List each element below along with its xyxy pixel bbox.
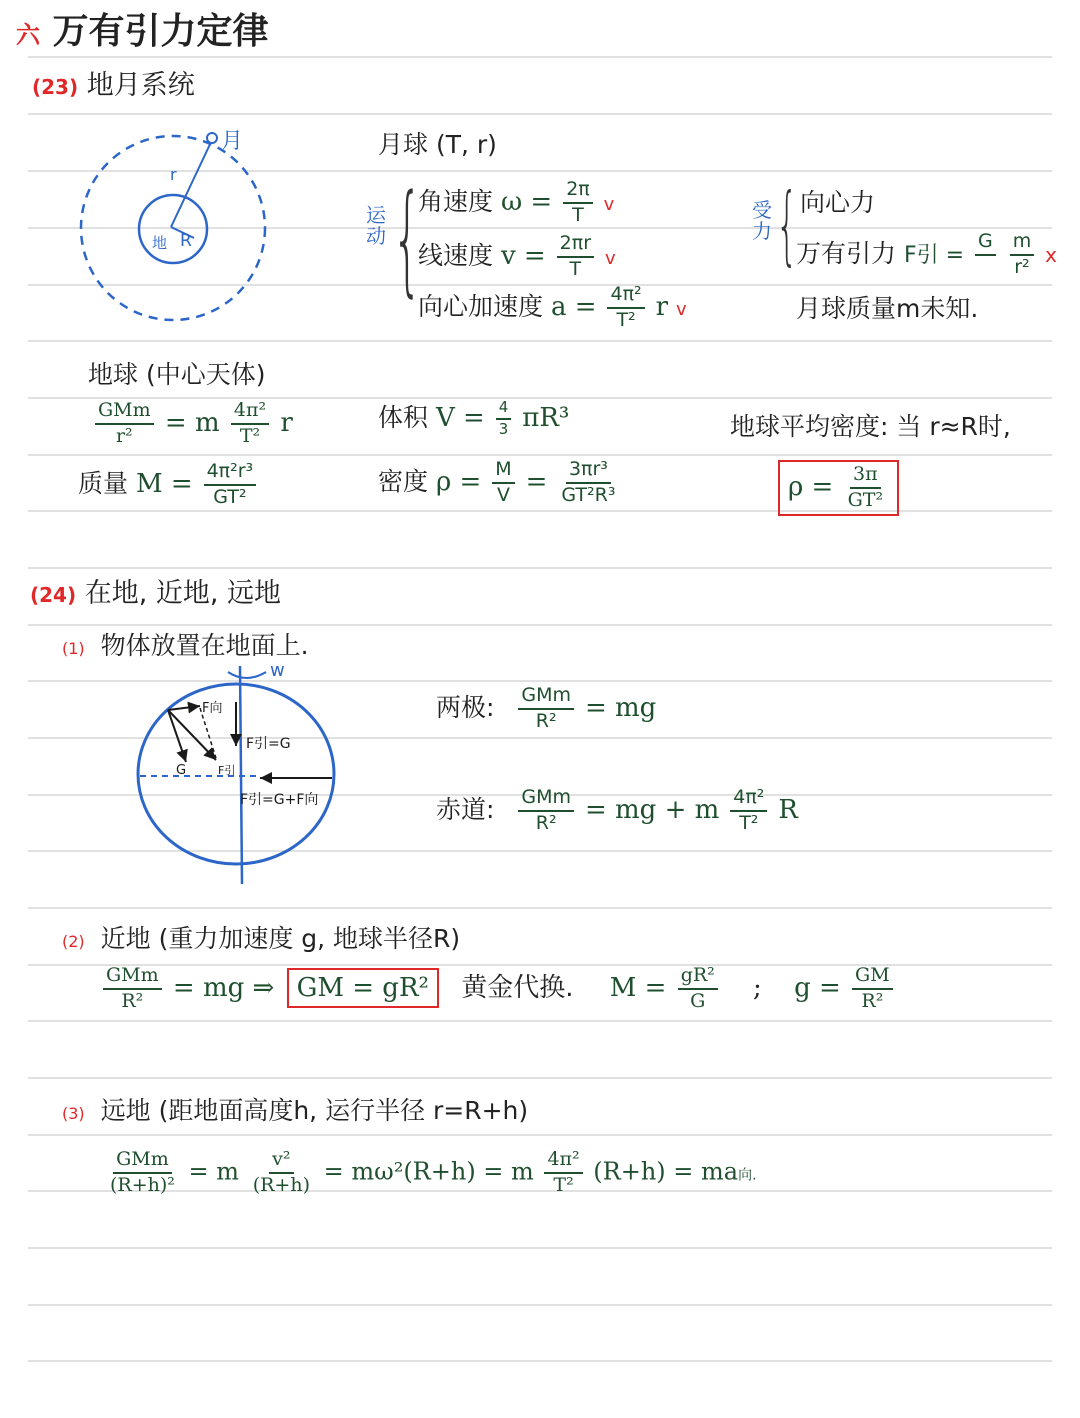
- moon-label: 月: [221, 129, 244, 154]
- r-label: r: [170, 165, 177, 184]
- moon-title: 月球 (T, r): [378, 130, 497, 159]
- part-3-heading: (3) 远地 (距地面高度h, 运行半径 r=R+h): [62, 1096, 529, 1125]
- motion-label: 运动: [366, 203, 386, 248]
- angular-velocity-row: 角速度 ω = $\frac{2\pi}{T}$ v: [418, 178, 615, 226]
- boxed-density-result: ρ = $\frac{3\pi}{\text{GT²}}$: [778, 460, 899, 516]
- earth-force-diagram: [128, 662, 343, 892]
- poles-equation: 两极: $\frac{\text{GMm}}{\text{R²}}$ = mg: [436, 684, 657, 732]
- section-number: (23): [32, 75, 79, 99]
- page-title: [16, 11, 269, 52]
- check-mark: v: [675, 298, 687, 320]
- section-24-heading: [30, 580, 281, 607]
- equator-force-label: F引=G+F向: [240, 792, 319, 808]
- equator-equation: 赤道: $\frac{\text{GMm}}{\text{R²}}$ = mg + m $\frac{\text{4π²}}{\text{T²}}$ R: [436, 786, 798, 834]
- earth-title: 地球 (中心天体): [88, 360, 266, 389]
- earth-equation-1: $\frac{\text{GMm}}{\text{r²}}$ = m $\frac{\text{4π²}}{\text{T²}}$ r: [92, 401, 293, 447]
- pole-force-label: F引=G: [246, 736, 291, 752]
- moon-dot: [207, 133, 217, 143]
- title-text: 万有引力定律: [52, 11, 269, 52]
- earth-label: 地: [152, 234, 168, 252]
- title-mark: 六: [16, 21, 40, 49]
- part-2-heading: (2) 近地 (重力加速度 g, 地球半径R): [62, 924, 461, 953]
- part-1-heading: (1) 物体放置在地面上.: [62, 631, 309, 660]
- weight-vector: [168, 710, 186, 762]
- centripetal-accel-row: 向心加速度 a = $\frac{\text{4π²}}{\text{T²}}$ r v: [418, 283, 687, 331]
- R-label: R: [180, 231, 192, 251]
- omega-label: w: [270, 662, 285, 681]
- cross-mark: x: [1045, 242, 1058, 267]
- fyin-label: F引: [218, 764, 236, 777]
- average-density-label: 地球平均密度: 当 r≈R时,: [730, 412, 1011, 441]
- near-earth-equation: $\frac{\text{GMm}}{\text{R²}}$ = mg ⇒ GM = gR² 黄金代换. M = $\frac{\text{gR²}}{G}$ ; g = $\frac{GM}{\text{R²}}$: [100, 966, 896, 1012]
- density-formula: 密度 ρ = $\frac{M}{V}$ = $\frac{\text{3πr³}}{\text{GT²R³}}$: [378, 458, 616, 506]
- orbit-radius-line: [171, 140, 212, 227]
- force-label: 受力: [752, 198, 772, 243]
- fxiang-label: F向: [202, 701, 223, 716]
- centripetal-force: 向心力: [800, 188, 876, 217]
- check-mark: v: [604, 247, 616, 269]
- volume-formula: 体积 V = $\frac{4}{3}$ πR³: [378, 398, 570, 438]
- g-label: G: [176, 763, 187, 778]
- section-number: (24): [30, 583, 77, 607]
- earth-moon-diagram: [70, 122, 285, 332]
- linear-velocity-row: 线速度 v = $\frac{2\pi r}{T}$ v: [418, 232, 616, 280]
- rotation-arrow: [228, 672, 266, 678]
- motion-brace: {: [392, 170, 423, 309]
- section-title: 地月系统: [86, 70, 195, 101]
- golden-substitution-box: GM = gR²: [287, 968, 439, 1008]
- force-brace: {: [776, 175, 798, 275]
- earth-mass-formula: 质量 M = $\frac{\text{4π²r³}}{\text{GT²}}$: [78, 462, 259, 508]
- check-mark: v: [603, 193, 615, 215]
- gravity-force-row: 万有引力 F引 = G $\frac{m}{\text{r²}}$ x: [796, 230, 1058, 278]
- section-title: 在地, 近地, 远地: [84, 578, 282, 609]
- moon-mass-unknown: 月球质量m未知.: [796, 294, 979, 323]
- far-earth-equation: $\frac{\text{GMm}}{\text{(R+h)²}}$ = m $\frac{\text{v²}}{(R+h)}$ = mω²(R+h) = m $\frac{\text{4π²}}{\text{T²}}$ (R+h) = ma向.: [110, 1148, 757, 1196]
- section-23-heading: [32, 72, 195, 99]
- golden-label: 黄金代换.: [461, 972, 574, 1003]
